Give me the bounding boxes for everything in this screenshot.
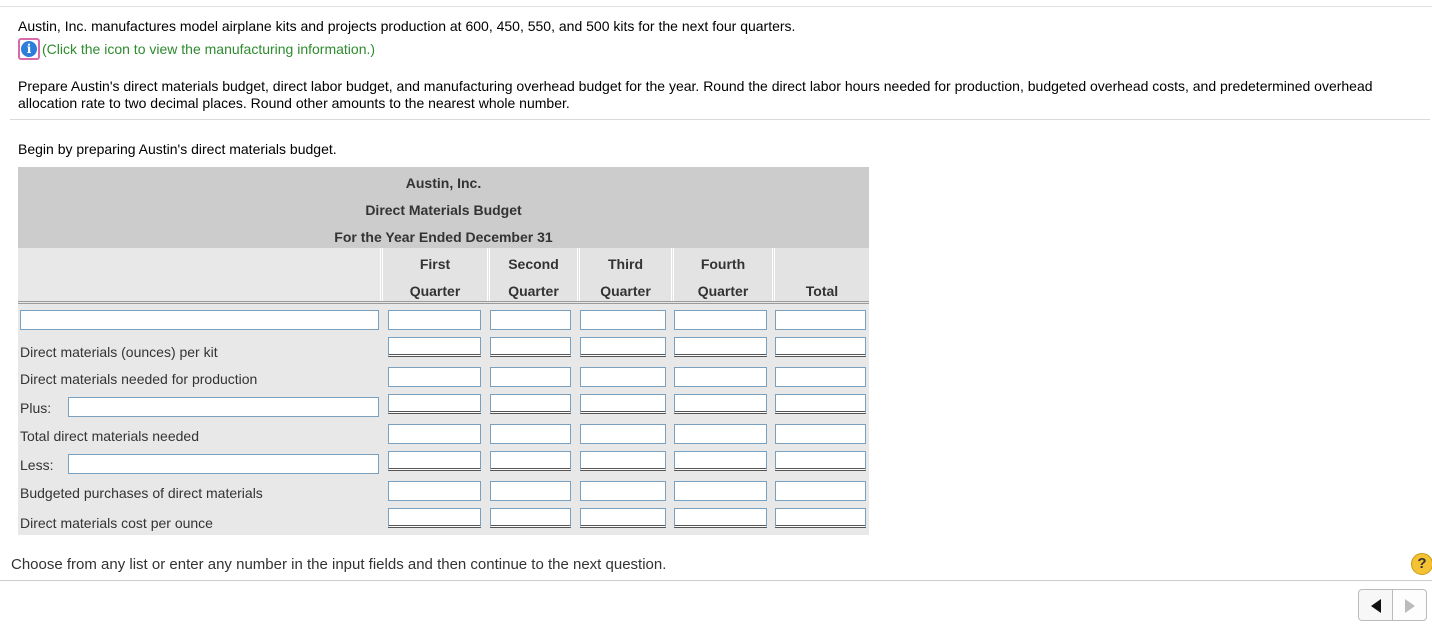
needed-fourth-input[interactable] bbox=[674, 367, 767, 387]
info-link[interactable]: (Click the icon to view the manufacturing information.) bbox=[42, 41, 376, 57]
row-label-materials-per-kit: Direct materials (ounces) per kit bbox=[20, 344, 218, 360]
plus-second-input[interactable] bbox=[490, 394, 571, 414]
needed-total-input[interactable] bbox=[775, 367, 866, 387]
problem-intro: Austin, Inc. manufactures model airplane kits and projects production at 600, 450, 550, and 500 kits for the next four quarters. bbox=[18, 18, 796, 34]
budget-header bbox=[18, 167, 869, 248]
less-first-input[interactable] bbox=[388, 451, 481, 471]
cost-per-ounce-total-input[interactable] bbox=[775, 508, 866, 528]
purchases-first-input[interactable] bbox=[388, 481, 481, 501]
plus-item-select[interactable] bbox=[68, 397, 379, 417]
materials-per-kit-second-input[interactable] bbox=[490, 337, 571, 357]
plus-total-input[interactable] bbox=[775, 394, 866, 414]
column-header-line2: Quarter bbox=[409, 283, 461, 299]
needed-third-input[interactable] bbox=[580, 367, 666, 387]
total-needed-third-input[interactable] bbox=[580, 424, 666, 444]
total-needed-total-input[interactable] bbox=[775, 424, 866, 444]
less-third-input[interactable] bbox=[580, 451, 666, 471]
materials-per-kit-total-input[interactable] bbox=[775, 337, 866, 357]
row1-fourth-input[interactable] bbox=[674, 310, 767, 330]
begin-prompt: Begin by preparing Austin's direct materials budget. bbox=[18, 141, 337, 157]
purchases-third-input[interactable] bbox=[580, 481, 666, 501]
column-header-line2: Quarter bbox=[697, 283, 749, 299]
plus-fourth-input[interactable] bbox=[674, 394, 767, 414]
next-button[interactable] bbox=[1392, 589, 1427, 621]
column-header-line2: Quarter bbox=[600, 283, 651, 299]
total-needed-fourth-input[interactable] bbox=[674, 424, 767, 444]
column-header-fourth bbox=[671, 248, 772, 302]
info-icon[interactable] bbox=[18, 38, 40, 60]
plus-first-input[interactable] bbox=[388, 394, 481, 414]
less-item-select[interactable] bbox=[68, 454, 379, 474]
column-header-line1: Fourth bbox=[700, 256, 746, 272]
footer-divider bbox=[0, 580, 1432, 581]
cost-per-ounce-first-input[interactable] bbox=[388, 508, 481, 528]
materials-per-kit-fourth-input[interactable] bbox=[674, 337, 767, 357]
budget-period: For the Year Ended December 31 bbox=[334, 229, 553, 245]
purchases-total-input[interactable] bbox=[775, 481, 866, 501]
purchases-fourth-input[interactable] bbox=[674, 481, 767, 501]
row-label-less: Less: bbox=[20, 457, 54, 473]
arrow-left-icon bbox=[1371, 599, 1381, 613]
row1-label-select[interactable] bbox=[20, 310, 379, 330]
less-fourth-input[interactable] bbox=[674, 451, 767, 471]
budget-title: Direct Materials Budget bbox=[365, 202, 522, 218]
column-header-first bbox=[380, 248, 487, 302]
column-header-second bbox=[487, 248, 577, 302]
row1-total-input[interactable] bbox=[775, 310, 866, 330]
needed-second-input[interactable] bbox=[490, 367, 571, 387]
row1-second-input[interactable] bbox=[490, 310, 571, 330]
arrow-right-icon bbox=[1405, 599, 1415, 613]
row-label-budgeted-purchases: Budgeted purchases of direct materials bbox=[20, 485, 263, 501]
less-total-input[interactable] bbox=[775, 451, 866, 471]
header-rule bbox=[18, 301, 869, 304]
materials-per-kit-third-input[interactable] bbox=[580, 337, 666, 357]
info-glyph: i bbox=[21, 41, 37, 57]
row-label-needed-for-production: Direct materials needed for production bbox=[20, 371, 258, 387]
plus-third-input[interactable] bbox=[580, 394, 666, 414]
top-divider bbox=[0, 6, 1432, 7]
cost-per-ounce-third-input[interactable] bbox=[580, 508, 666, 528]
row1-third-input[interactable] bbox=[580, 310, 666, 330]
row-label-cost-per-ounce: Direct materials cost per ounce bbox=[20, 515, 213, 531]
row-label-total-needed: Total direct materials needed bbox=[20, 428, 199, 444]
row1-first-input[interactable] bbox=[388, 310, 481, 330]
row-label-plus: Plus: bbox=[20, 400, 52, 416]
column-header-line2: Quarter bbox=[508, 283, 559, 299]
cost-per-ounce-fourth-input[interactable] bbox=[674, 508, 767, 528]
footer-instruction: Choose from any list or enter any number in the input fields and then continue to the next question. bbox=[11, 556, 667, 573]
column-header-line1: Third bbox=[608, 256, 643, 272]
info-row bbox=[18, 38, 375, 60]
column-header-total bbox=[772, 248, 869, 302]
cost-per-ounce-second-input[interactable] bbox=[490, 508, 571, 528]
previous-button[interactable] bbox=[1358, 589, 1393, 621]
column-header-line2: Total bbox=[805, 283, 839, 299]
company-name: Austin, Inc. bbox=[405, 175, 482, 191]
needed-first-input[interactable] bbox=[388, 367, 481, 387]
total-needed-second-input[interactable] bbox=[490, 424, 571, 444]
column-header-third bbox=[577, 248, 671, 302]
direct-materials-budget-table bbox=[18, 167, 869, 535]
instructions: Prepare Austin's direct materials budget, direct labor budget, and manufacturing overhead budget for the year. Round the direct labor hours needed for production, budgeted overhead costs, and predetermined overhead allocation rate to two decimal places. Round other amounts to the nearest whole number. bbox=[18, 78, 1373, 111]
column-header-line1: First bbox=[419, 256, 451, 272]
divider bbox=[10, 119, 1430, 120]
materials-per-kit-first-input[interactable] bbox=[388, 337, 481, 357]
less-second-input[interactable] bbox=[490, 451, 571, 471]
help-icon[interactable]: ? bbox=[1411, 553, 1432, 575]
column-header-line1: Second bbox=[508, 256, 559, 272]
purchases-second-input[interactable] bbox=[490, 481, 571, 501]
total-needed-first-input[interactable] bbox=[388, 424, 481, 444]
